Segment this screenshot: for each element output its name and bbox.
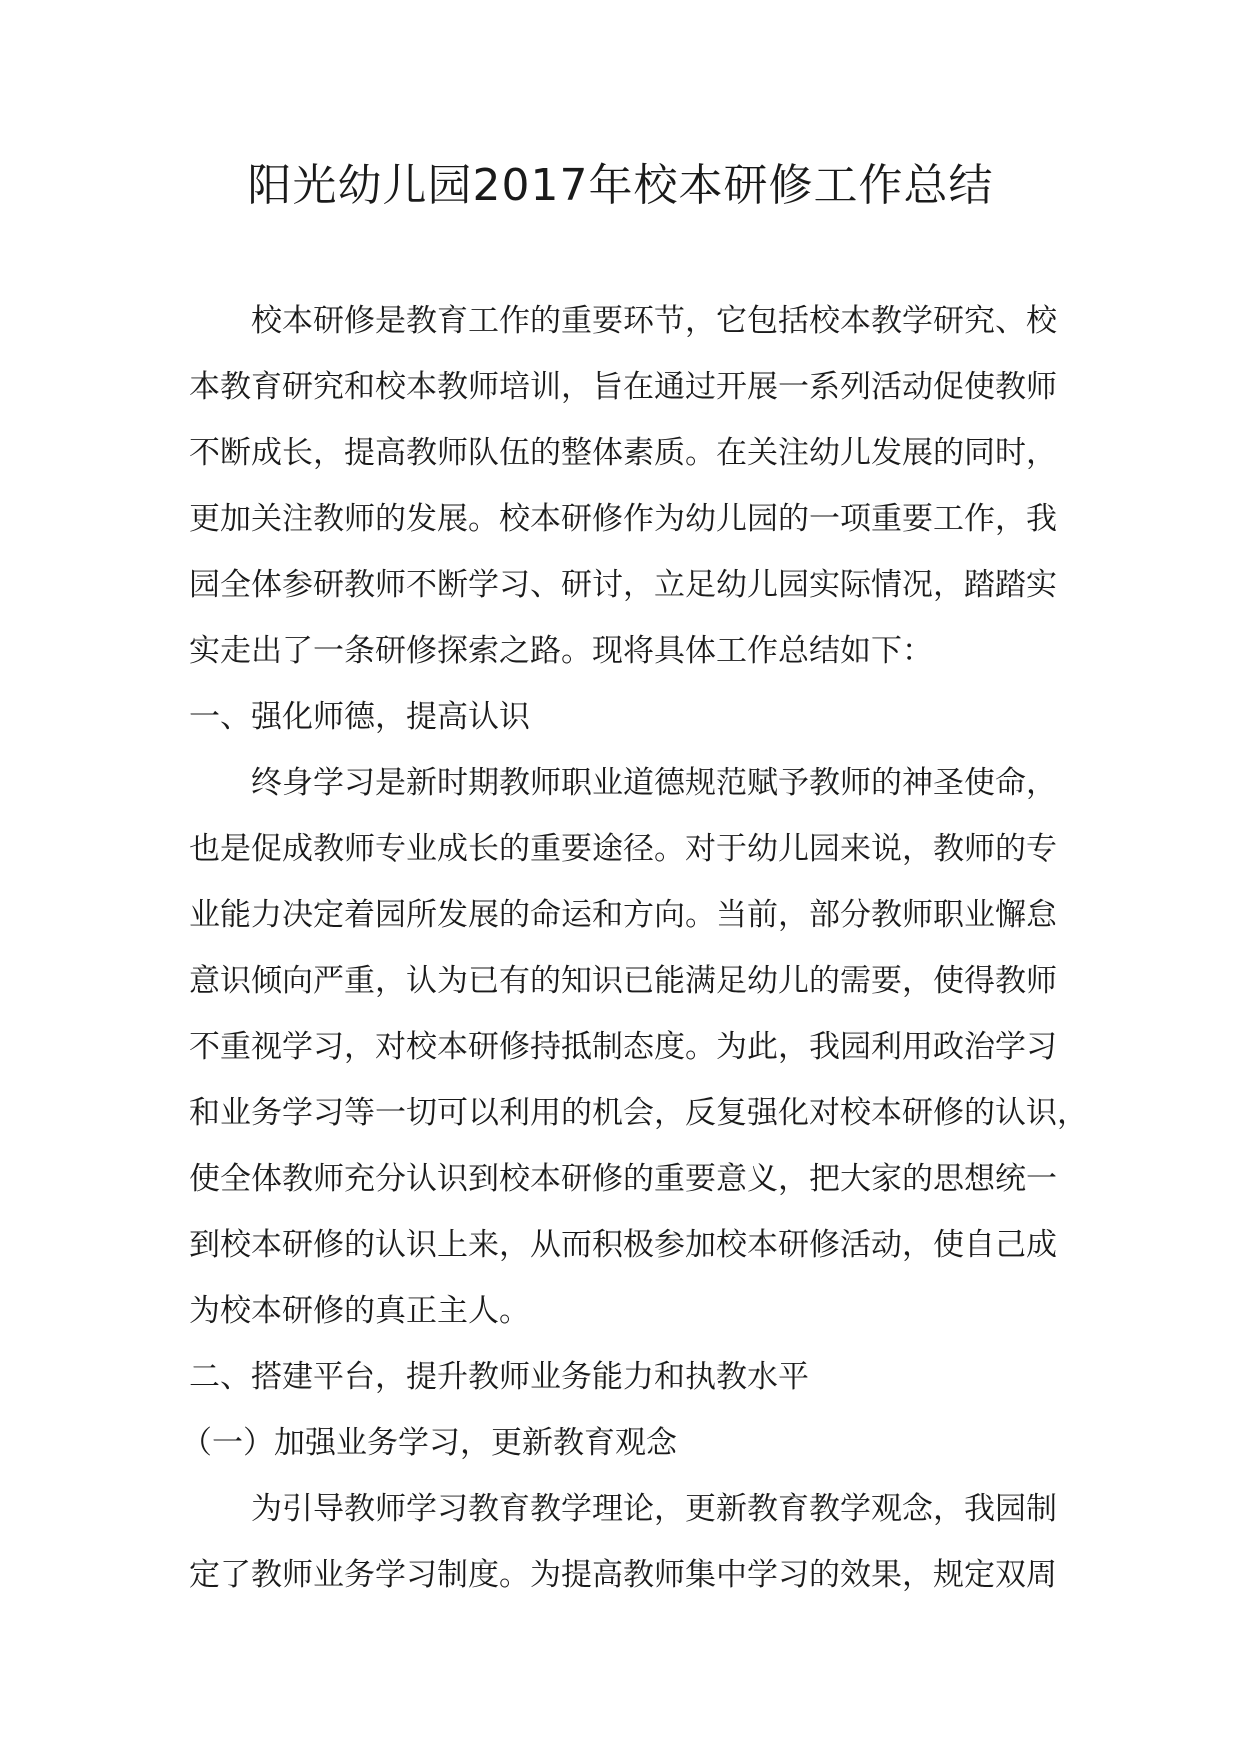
paragraph-line: 为引导教师学习教育教学理论，更新教育教学观念，我园制 xyxy=(251,1491,1057,1527)
section-heading: 二、搭建平台，提升教师业务能力和执教水平 xyxy=(189,1359,809,1395)
paragraph-line: 为校本研修的真正主人。 xyxy=(189,1293,530,1329)
paragraph-line: 不重视学习，对校本研修持抵制态度。为此，我园利用政治学习 xyxy=(189,1029,1057,1065)
paragraph-line: 业能力决定着园所发展的命运和方向。当前，部分教师职业懈怠 xyxy=(189,897,1057,933)
paragraph-line: 校本研修是教育工作的重要环节，它包括校本教学研究、校 xyxy=(251,303,1057,339)
paragraph-line: 园全体参研教师不断学习、研讨，立足幼儿园实际情况，踏踏实 xyxy=(189,567,1057,603)
paragraph-line: 本教育研究和校本教师培训，旨在通过开展一系列活动促使教师 xyxy=(189,369,1057,405)
section-heading: 一、强化师德，提高认识 xyxy=(189,699,530,735)
document-title: 阳光幼儿园2017年校本研修工作总结 xyxy=(247,160,994,211)
paragraph-line: 不断成长，提高教师队伍的整体素质。在关注幼儿发展的同时， xyxy=(189,435,1057,471)
paragraph-line: 实走出了一条研修探索之路。现将具体工作总结如下： xyxy=(189,633,933,669)
paragraph-line: 到校本研修的认识上来，从而积极参加校本研修活动，使自己成 xyxy=(189,1227,1057,1263)
paragraph-line: 也是促成教师专业成长的重要途径。对于幼儿园来说，教师的专 xyxy=(189,831,1057,867)
document-body xyxy=(181,288,1088,1608)
paragraph-line: 意识倾向严重，认为已有的知识已能满足幼儿的需要，使得教师 xyxy=(189,963,1057,999)
subsection-heading: （一）加强业务学习，更新教育观念 xyxy=(181,1425,677,1461)
paragraph-line: 定了教师业务学习制度。为提高教师集中学习的效果，规定双周 xyxy=(189,1557,1057,1593)
paragraph-line: 和业务学习等一切可以利用的机会，反复强化对校本研修的认识， xyxy=(189,1095,1088,1131)
paragraph-line: 更加关注教师的发展。校本研修作为幼儿园的一项重要工作，我 xyxy=(189,501,1057,537)
paragraph-line: 使全体教师充分认识到校本研修的重要意义，把大家的思想统一 xyxy=(189,1161,1057,1197)
paragraph-line: 终身学习是新时期教师职业道德规范赋予教师的神圣使命， xyxy=(251,765,1057,801)
